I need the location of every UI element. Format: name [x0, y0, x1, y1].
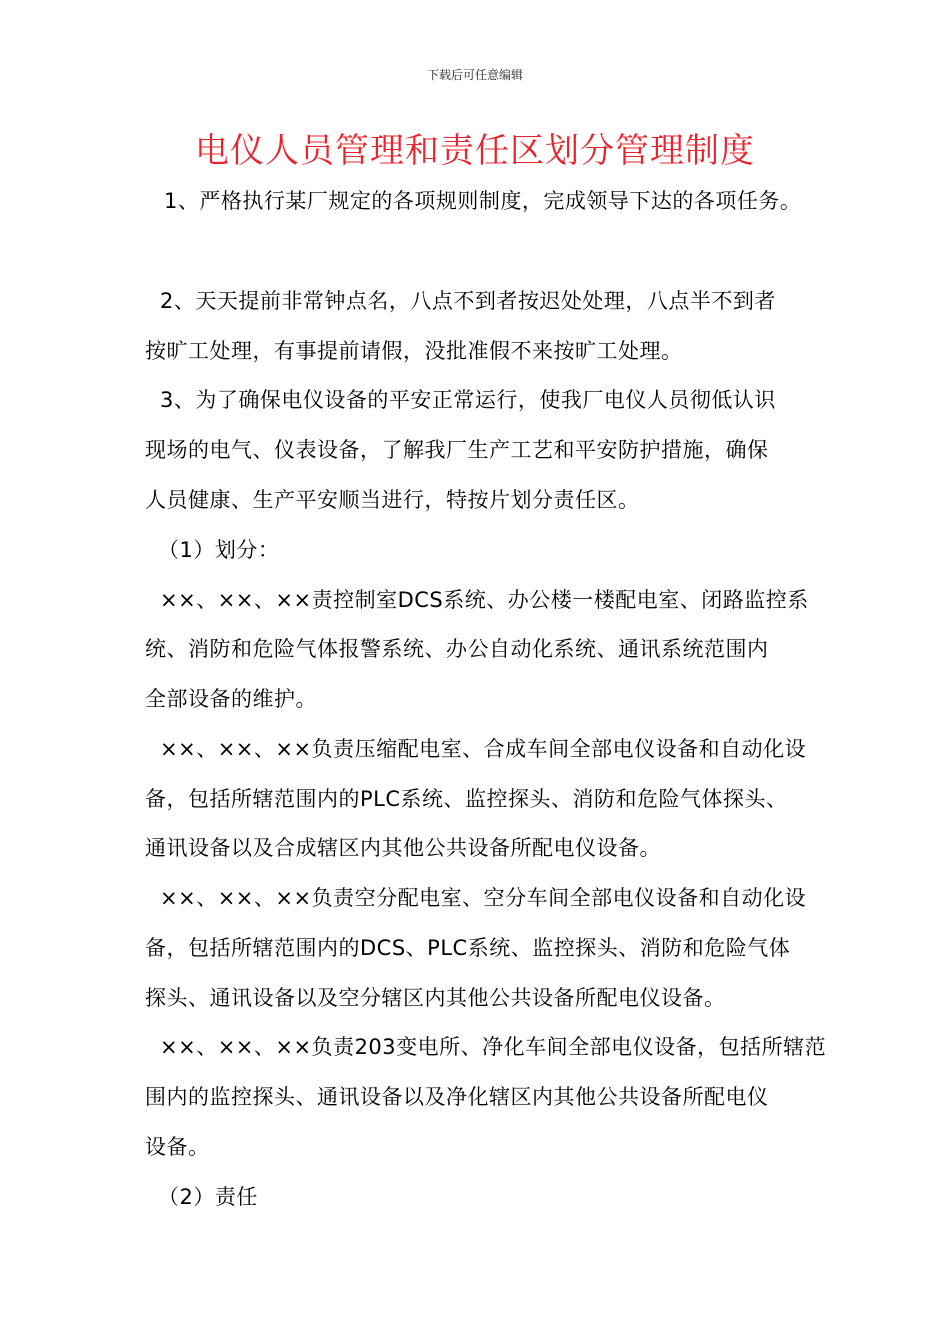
body-line-3: 按旷工处理，有事提前请假，没批准假不来按旷工处理。 — [145, 339, 683, 363]
body-line-2: 2、天天提前非常钟点名，八点不到者按迟处处理，八点半不到者 — [160, 289, 776, 313]
body-line-18: 围内的监控探头、通讯设备以及净化辖区内其他公共设备所配电仪 — [145, 1085, 769, 1109]
document-title: 电仪人员管理和责任区划分管理制度 — [195, 131, 755, 171]
body-line-17: ××、××、××负责203变电所、净化车间全部电仪设备，包括所辖范 — [160, 1035, 827, 1059]
body-line-13: 通讯设备以及合成辖区内其他公共设备所配电仪设备。 — [145, 836, 661, 860]
header-note: 下载后可任意编辑 — [426, 68, 523, 82]
body-line-19: 设备。 — [145, 1135, 210, 1159]
body-line-14: ××、××、××负责空分配电室、空分车间全部电仪设备和自动化设 — [160, 886, 807, 910]
body-line-6: 人员健康、生产平安顺当进行，特按片划分责任区。 — [145, 488, 640, 512]
body-line-16: 探头、通讯设备以及空分辖区内其他公共设备所配电仪设备。 — [145, 986, 726, 1010]
body-line-1: 1、严格执行某厂规定的各项规则制度，完成领导下达的各项任务。 — [164, 189, 802, 213]
body-line-5: 现场的电气、仪表设备，了解我厂生产工艺和平安防护措施，确保 — [145, 438, 769, 462]
body-line-9: 统、消防和危险气体报警系统、办公自动化系统、通讯系统范围内 — [145, 637, 769, 661]
body-line-10: 全部设备的维护。 — [145, 687, 317, 711]
body-line-8: ××、××、××责控制室DCS系统、办公楼一楼配电室、闭路监控系 — [160, 588, 809, 612]
body-line-20: （2）责任 — [158, 1185, 258, 1209]
body-line-12: 备，包括所辖范围内的PLC系统、监控探头、消防和危险气体探头、 — [145, 787, 788, 811]
body-line-15: 备，包括所辖范围内的DCS、PLC系统、监控探头、消防和危险气体 — [145, 936, 791, 960]
body-line-7: （1）划分： — [158, 538, 280, 562]
body-line-11: ××、××、××负责压缩配电室、合成车间全部电仪设备和自动化设 — [160, 737, 807, 761]
body-line-4: 3、为了确保电仪设备的平安正常运行，使我厂电仪人员彻低认识 — [160, 388, 776, 412]
